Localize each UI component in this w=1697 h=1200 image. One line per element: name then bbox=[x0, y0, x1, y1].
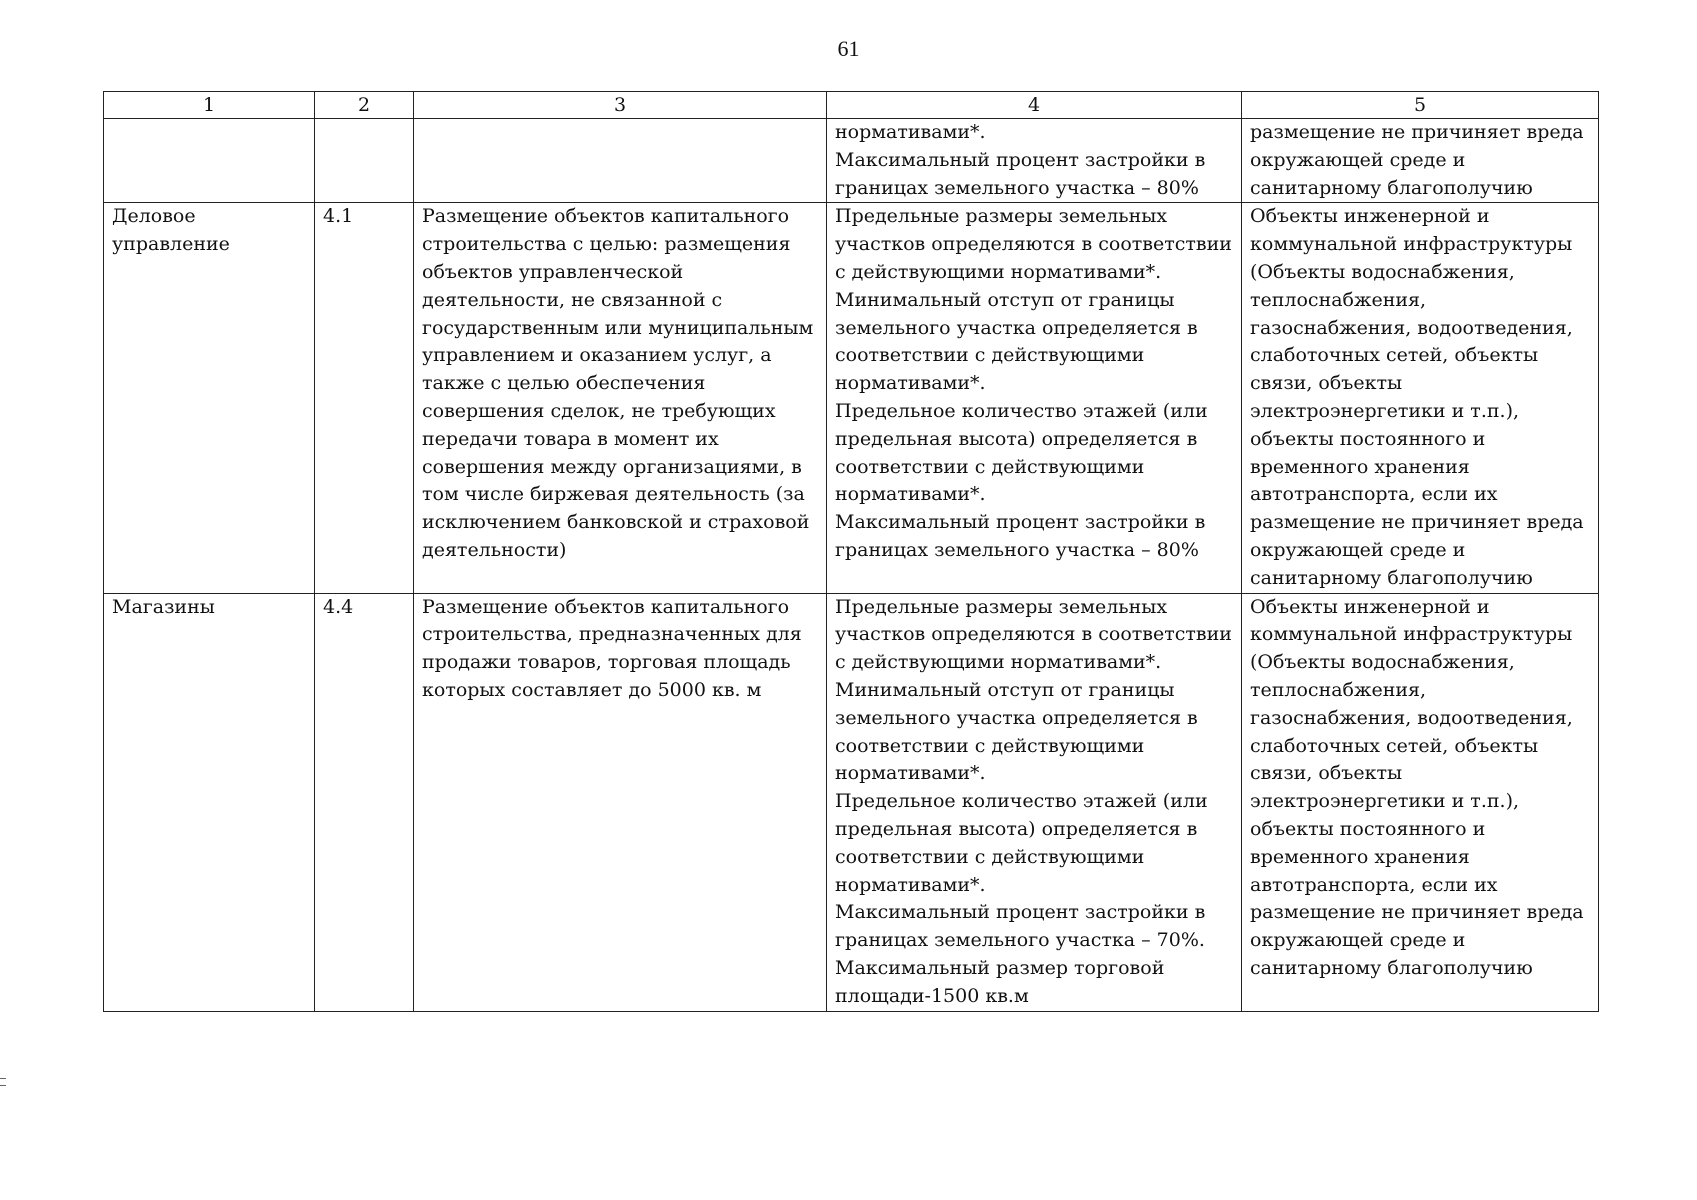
table-row bbox=[104, 119, 1599, 203]
auxiliary-uses: Объекты инженерной и коммунальной инфраструктуры (Объекты водоснабжения, теплоснабжения, газоснабжения, водоотведения, слаботочных сетей, объекты связи, объекты электроэнергетики и т.п.), объекты постоянного и временного хранения автотранспорта, если их размещение не причиняет вреда окружающей среде и санитарному благополучию bbox=[1242, 203, 1599, 593]
page-number: 61 bbox=[837, 36, 860, 61]
header-row bbox=[104, 92, 1599, 119]
column-header-2: 2 bbox=[315, 92, 414, 119]
building-parameters: Предельные размеры земельных участков определяются в соответствии с действующими нормативами*. Минимальный отступ от границы земельного участка определяется в соответствии с действующими нормативами*. Предельное количество этажей (или предельная высота) определяется в соответствии с действующими нормативами*. Максимальный процент застройки в границах земельного участка – 70%. Максимальный размер торговой площади-1500 кв.м bbox=[827, 593, 1242, 1011]
use-type-code bbox=[315, 119, 414, 203]
building-parameters: нормативами*. Максимальный процент застройки в границах земельного участка – 80% bbox=[827, 119, 1242, 203]
auxiliary-uses: Объекты инженерной и коммунальной инфраструктуры (Объекты водоснабжения, теплоснабжения, газоснабжения, водоотведения, слаботочных сетей, объекты связи, объекты электроэнергетики и т.п.), объекты постоянного и временного хранения автотранспорта, если их размещение не причиняет вреда окружающей среде и санитарному благополучию bbox=[1242, 593, 1599, 1011]
use-type-name bbox=[104, 119, 315, 203]
column-header-1: 1 bbox=[104, 92, 315, 119]
use-type-code: 4.4 bbox=[315, 593, 414, 1011]
use-type-code: 4.1 bbox=[315, 203, 414, 593]
column-header-3: 3 bbox=[414, 92, 827, 119]
table-row bbox=[104, 593, 1599, 1011]
column-header-4: 4 bbox=[827, 92, 1242, 119]
use-type-name: Деловое управление bbox=[104, 203, 315, 593]
column-header-5: 5 bbox=[1242, 92, 1599, 119]
scan-edge-mark bbox=[0, 1078, 6, 1086]
use-type-description bbox=[414, 119, 827, 203]
auxiliary-uses: размещение не причиняет вреда окружающей среде и санитарному благополучию bbox=[1242, 119, 1599, 203]
table-row bbox=[104, 203, 1599, 593]
use-type-description: Размещение объектов капитального строительства, предназначенных для продажи товаров, торговая площадь которых составляет до 5000 кв. м bbox=[414, 593, 827, 1011]
use-type-description: Размещение объектов капитального строительства с целью: размещения объектов управленческой деятельности, не связанной с государственным или муниципальным управлением и оказанием услуг, а также с целью обеспечения совершения сделок, не требующих передачи товара в момент их совершения между организациями, в том числе биржевая деятельность (за исключением банковской и страховой деятельности) bbox=[414, 203, 827, 593]
use-type-name: Магазины bbox=[104, 593, 315, 1011]
land-use-table bbox=[103, 91, 1599, 1012]
building-parameters: Предельные размеры земельных участков определяются в соответствии с действующими нормативами*. Минимальный отступ от границы земельного участка определяется в соответствии с действующими нормативами*. Предельное количество этажей (или предельная высота) определяется в соответствии с действующими нормативами*. Максимальный процент застройки в границах земельного участка – 80% bbox=[827, 203, 1242, 593]
